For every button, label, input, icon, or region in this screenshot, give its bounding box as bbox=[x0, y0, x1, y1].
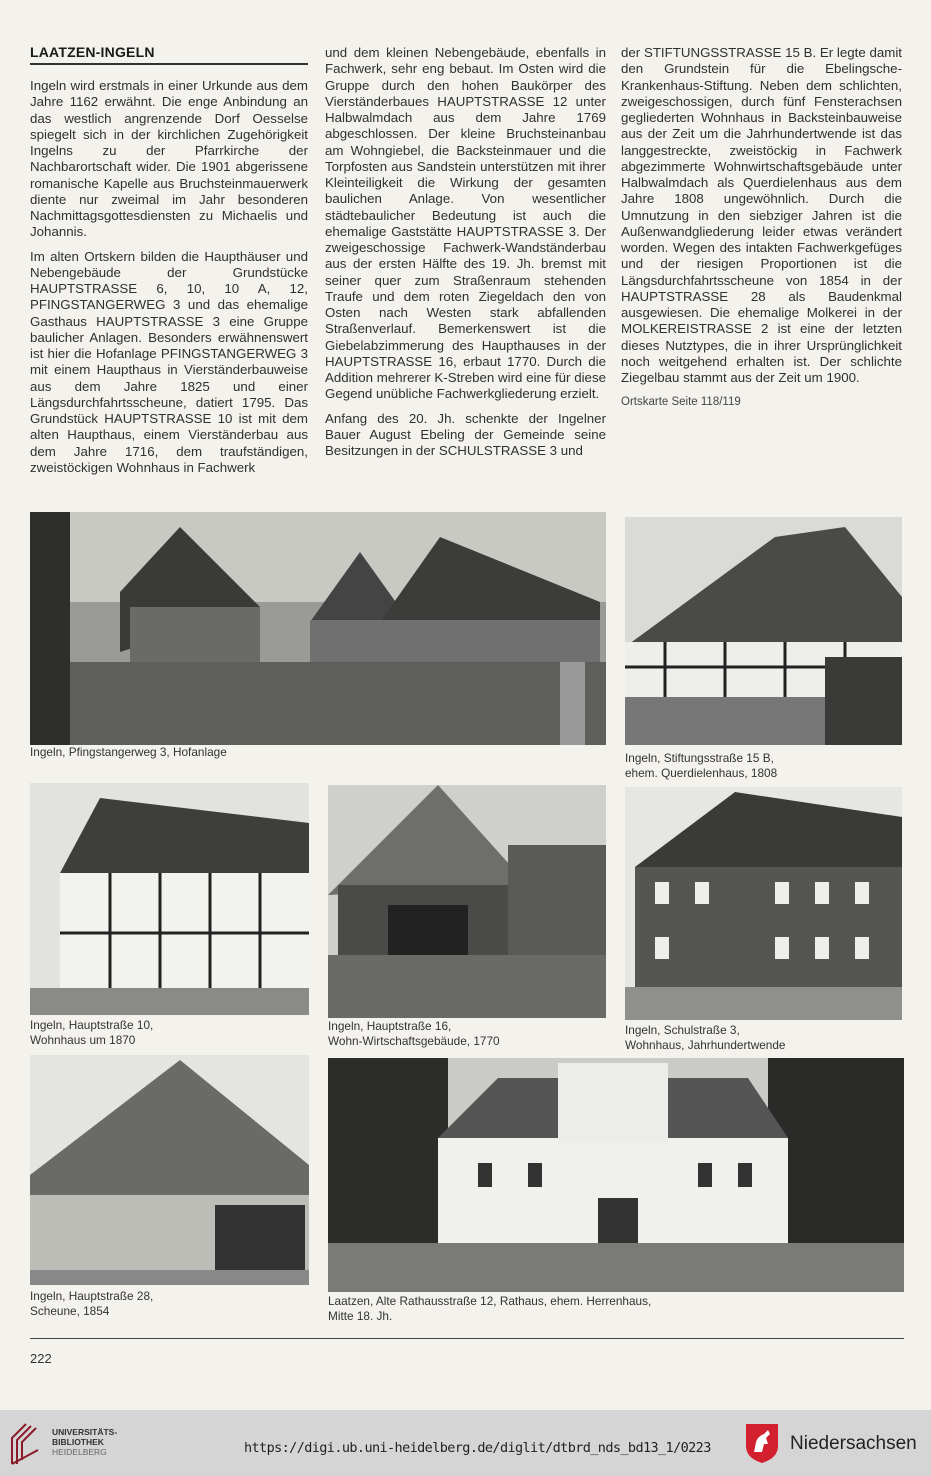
caption bbox=[30, 1018, 153, 1047]
caption-line: Laatzen, Alte Rathausstraße 12, Rathaus, ehem. Herrenhaus, bbox=[328, 1294, 652, 1308]
caption-line: Ingeln, Hauptstraße 10, bbox=[30, 1018, 154, 1032]
paragraph: der STIFTUNGSSTRASSE 15 B. Er legte damit den Grundstein für die Ebelingsche-Krankenhaus-Stiftung. Neben dem schlichten, zweigeschossigen, durch fünf Fensterachsen gegliederten Wohnhaus in Backsteinbauweise aus der Zeit um die Jahrhundertwende ist das langgestreckte, zweistöckig in Fachwerk abgezimmerte Wohnwirtschaftsgebäude unter Halbwalmdach als Querdielenhaus aus dem Jahre 1808 ungewöhnlich. Durch die Umnutzung in den siebziger Jahren ist die Außenwandgliederung leider etwas verändert worden. Wegen des intakten Fachwerkgefüges und der riesigen Proportionen ist die Längsdurchfahrtsscheune von 1854 in der HAUPTSTRASSE 28 als Baudenkmal ausgewiesen. Die ehemalige Molkerei in der MOLKEREISTRASSE 2 ist eine der letzten dieses Nutztypes, die in ihrer Ursprünglichkeit noch weitgehend erhalten ist. Der schlichte Ziegelbau stammt aus der Zeit um 1900. bbox=[621, 45, 902, 385]
text-column-3 bbox=[621, 45, 902, 419]
photo-rathaus bbox=[328, 1058, 904, 1292]
caption-line: Wohnhaus, Jahrhundertwende bbox=[625, 1037, 786, 1052]
caption-line: Wohnhaus um 1870 bbox=[30, 1032, 136, 1047]
caption bbox=[30, 1289, 153, 1318]
caption bbox=[625, 751, 777, 780]
photo-stiftungsstrasse bbox=[625, 517, 902, 745]
caption-line: Ingeln, Hauptstraße 28, bbox=[30, 1289, 154, 1303]
photo-hauptstrasse-10 bbox=[30, 783, 309, 1015]
paragraph: und dem kleinen Nebengebäude, ebenfalls in Fachwerk, sehr eng bebaut. Im Osten wird die Gruppe durch den hohen Baukörper des Vierständerbaues HAUPTSTRASSE 12 unter Halbwalmdach aus dem Jahre 1769 abgeschlossen. Der kleine Bruchsteinanbau am Wohngiebel, die Backsteinmauer und die Torpfosten aus Sandstein unterstützen mit ihrer Kleinteiligkeit die Wirkung der gesamten baulichen Anlage. Von wesentlicher städtebaulicher Bedeutung ist auch die ehemalige Gaststätte HAUPTSTRASSE 3. Der zweigeschossige Fachwerk-Wandständerbau aus der ersten Hälfte des 19. Jh. bremst mit seiner quer zum Straßenraum stehenden Traufe und dem roten Ziegeldach den von Osten nach Westen stark abfallenden Straßenverlauf. Bemerkenswert ist die Giebelabzimmerung des Haupthauses in der HAUPTSTRASSE 16, erbaut 1770. Durch die Addition mehrerer K-Streben wird eine für diese Gegend unübliche Fachwerkgliederung erzielt. bbox=[325, 45, 606, 402]
caption-line: Mitte 18. Jh. bbox=[328, 1308, 393, 1323]
caption-line: ehem. Querdielenhaus, 1808 bbox=[625, 765, 778, 780]
caption bbox=[625, 1023, 785, 1052]
caption-line: Ingeln, Pfingstangerweg 3, Hofanlage bbox=[30, 745, 227, 759]
caption bbox=[328, 1019, 500, 1048]
ub-heidelberg-logo-icon[interactable] bbox=[8, 1420, 48, 1466]
niedersachsen-horse-shield-icon bbox=[744, 1422, 780, 1464]
photo-hofanlage bbox=[30, 512, 606, 745]
caption bbox=[30, 745, 227, 760]
paragraph: Im alten Ortskern bilden die Haupthäuser und Nebengebäude der Grundstücke HAUPTSTRASSE 6, 10, 10 A, 12, PFINGSTANGERWEG 3 und das ehemalige Gasthaus HAUPTSTRASSE 3 eine Gruppe baulicher Anlagen. Besonders erwähnenswert ist hier die Hofanlage PFINGSTANGERWEG 3 mit einem Haupthaus in Vierständerbauweise aus dem Jahre 1825 und einer Längsdurchfahrtsscheune, datiert 1795. Das Grundstück HAUPTSTRASSE 10 ist mit dem alten Haupthaus, einem Vierständerbau aus dem Jahre 1716, dem traufständigen, zweistöckigen Wohnhaus in Fachwerk bbox=[30, 248, 308, 475]
text-column-1 bbox=[30, 78, 308, 484]
viewer-footer bbox=[0, 1410, 931, 1476]
library-line: BIBLIOTHEK bbox=[52, 1437, 104, 1447]
photo-schulstrasse-3 bbox=[625, 787, 902, 1020]
text-column-2 bbox=[325, 45, 606, 467]
footer-rule bbox=[30, 1338, 904, 1339]
niedersachsen-label: Niedersachsen bbox=[790, 1433, 917, 1454]
permalink-url[interactable]: https://digi.ub.uni-heidelberg.de/diglit/dtbrd_nds_bd13_1/0223 bbox=[244, 1440, 711, 1456]
section-heading: LAATZEN-INGELN bbox=[30, 44, 155, 60]
paragraph: Anfang des 20. Jh. schenkte der Ingelner Bauer August Ebeling der Gemeinde seine Besitzungen in der SCHULSTRASSE 3 und bbox=[325, 410, 606, 458]
caption-line: Wohn-Wirtschaftsgebäude, 1770 bbox=[328, 1033, 500, 1048]
caption-line: Ingeln, Schulstraße 3, bbox=[625, 1023, 740, 1037]
page-number: 222 bbox=[30, 1351, 52, 1366]
heading-rule bbox=[30, 63, 308, 65]
ub-heidelberg-name bbox=[52, 1427, 117, 1457]
photo-hauptstrasse-16 bbox=[328, 785, 606, 1018]
paragraph: Ingeln wird erstmals in einer Urkunde aus dem Jahre 1162 erwähnt. Die enge Anbindung an das westlich angrenzende Dorf Oesselse spiegelt sich in der kirchlichen Zugehörigkeit Ingelns zu der Pfarrkirche der Nachbarortschaft wider. Die 1901 abgerissene romanische Kapelle aus Bruchsteinmauerwerk diente nur zweimal im Jahr besonderen Nachmittagsgottesdiensten zu Michaelis und Johannis. bbox=[30, 78, 308, 240]
caption-line: Ingeln, Hauptstraße 16, bbox=[328, 1019, 452, 1033]
caption-line: Ingeln, Stiftungsstraße 15 B, bbox=[625, 751, 774, 765]
map-reference: Ortskarte Seite 118/119 bbox=[621, 396, 741, 409]
caption-line: Scheune, 1854 bbox=[30, 1303, 110, 1318]
library-line: HEIDELBERG bbox=[52, 1447, 107, 1457]
caption bbox=[328, 1294, 651, 1323]
library-line: UNIVERSITÄTS- bbox=[52, 1427, 118, 1437]
photo-hauptstrasse-28 bbox=[30, 1055, 309, 1285]
